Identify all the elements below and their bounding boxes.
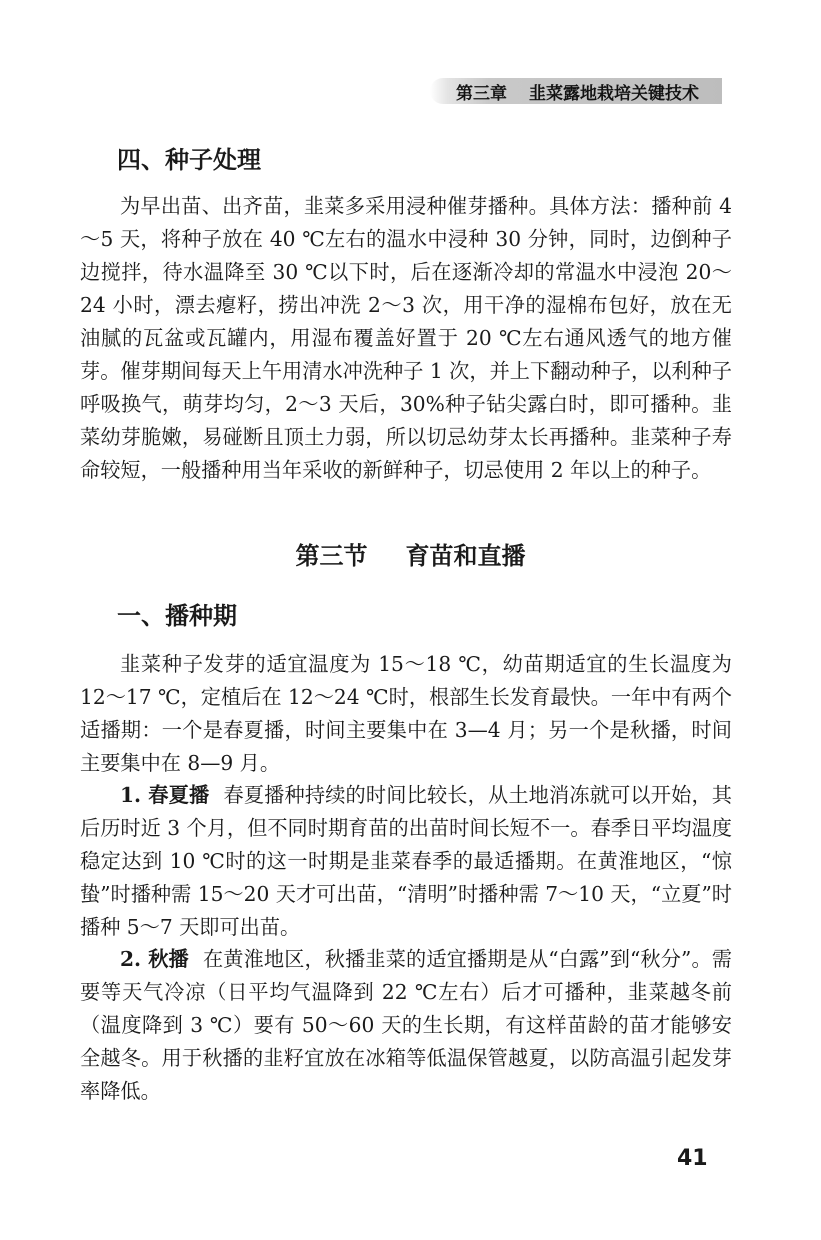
sowing-period-heading: 一、播种期 xyxy=(117,602,237,630)
sowing-period-intro: 韭菜种子发芽的适宜温度为 15～18 ℃，幼苗期适宜的生长温度为 12～17 ℃，定植后在 12～24 ℃时，根部生长发育最快。一年中有两个适播期：一个是春夏播，时间主要集中在 3—4 月；另一个是秋播，时间主要集中在 8—9 月。 xyxy=(80,652,732,775)
autumn-sowing-label: 2. 秋播 xyxy=(120,947,189,971)
spring-summer-sowing-label: 1. 春夏播 xyxy=(120,783,210,807)
running-header-chapter: 第三章 xyxy=(456,83,507,104)
seed-treatment-heading: 四、种子处理 xyxy=(117,146,261,174)
spring-summer-sowing-paragraph xyxy=(80,779,732,944)
section-name: 育苗和直播 xyxy=(405,542,526,570)
running-header xyxy=(430,78,722,104)
section-number: 第三节 xyxy=(295,542,368,570)
autumn-sowing-paragraph xyxy=(80,943,732,1108)
page-number: 41 xyxy=(677,1146,708,1171)
section-title xyxy=(0,536,821,571)
autumn-sowing-text: 在黄淮地区，秋播韭菜的适宜播期是从“白露”到“秋分”。需要等天气冷凉（日平均气温降到 22 ℃左右）后才可播种，韭菜越冬前（温度降到 3 ℃）要有 50～60 天的生长期，有这样苗龄的苗才能够安全越冬。用于秋播的韭籽宜放在冰箱等低温保管越夏，以防高温引起发芽率降低。 xyxy=(80,947,732,1103)
seed-treatment-paragraph: 为早出苗、出齐苗，韭菜多采用浸种催芽播种。具体方法：播种前 4～5 天，将种子放在 40 ℃左右的温水中浸种 30 分钟，同时，边倒种子边搅拌，待水温降至 30 ℃以下时，后在逐渐冷却的常温水中浸泡 20～24 小时，漂去瘪籽，捞出冲洗 2～3 次，用干净的湿棉布包好，放在无油腻的瓦盆或瓦罐内，用湿布覆盖好置于 20 ℃左右通风透气的地方催芽。催芽期间每天上午用清水冲洗种子 1 次，并上下翻动种子，以利种子呼吸换气，萌芽均匀，2～3 天后，30%种子钻尖露白时，即可播种。韭菜幼芽脆嫩，易碰断且顶土力弱，所以切忌幼芽太长再播种。韭菜种子寿命较短，一般播种用当年采收的新鲜种子，切忌使用 2 年以上的种子。 xyxy=(80,194,732,482)
running-header-title: 韭菜露地栽培关键技术 xyxy=(529,83,699,104)
spring-summer-sowing-text: 春夏播种持续的时间比较长，从土地消冻就可以开始，其后历时近 3 个月，但不同时期育苗的出苗时间长短不一。春季日平均温度稳定达到 10 ℃时的这一时期是韭菜春季的最适播期。在黄淮地区，“惊蛰”时播种需 15～20 天才可出苗，“清明”时播种需 7～10 天，“立夏”时播种 5～7 天即可出苗。 xyxy=(80,783,732,939)
